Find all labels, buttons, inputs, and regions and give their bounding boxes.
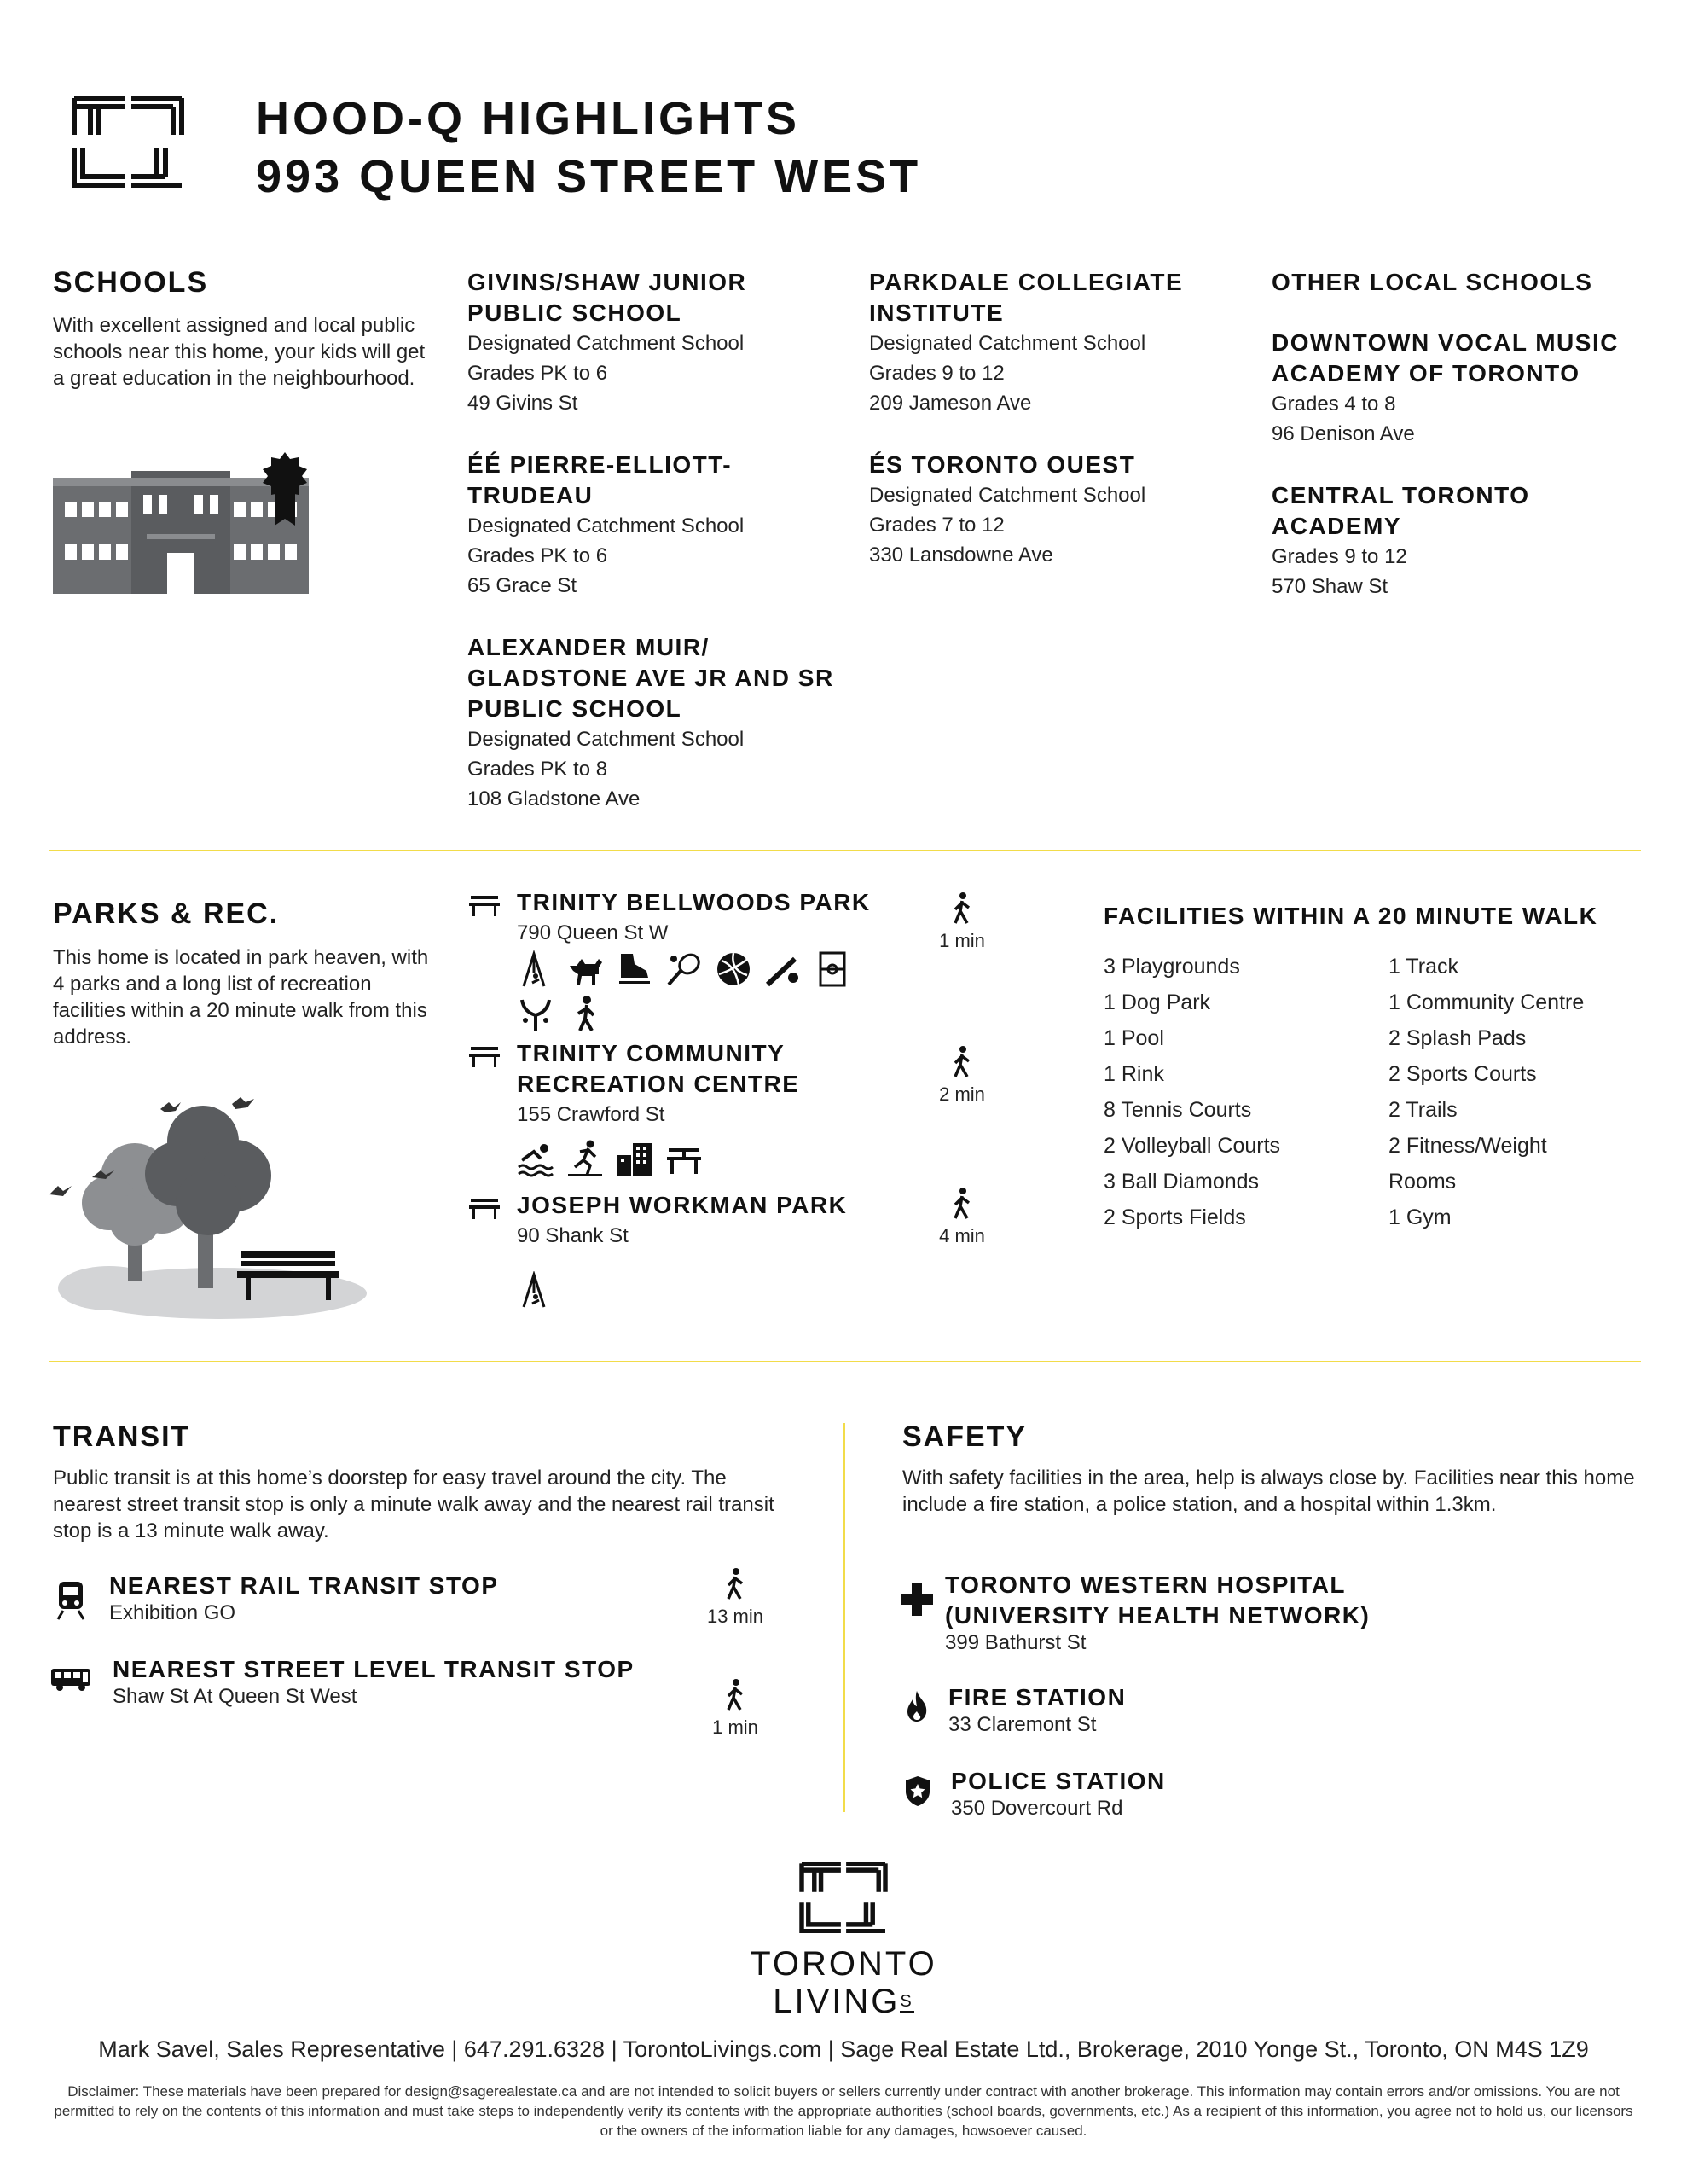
school-grades: Grades 7 to 12 bbox=[869, 514, 1005, 537]
playground-icon bbox=[517, 1271, 554, 1309]
school-building-icon bbox=[53, 452, 326, 601]
footer-contact: Mark Savel, Sales Representative | 647.291.6328 | TorontoLivings.com | Sage Real Estate Ltd., Brokerage, 2010 Yonge St., Toronto, ON M4S 1Z9 bbox=[98, 2036, 1589, 2062]
school-catchment: Designated Catchment School bbox=[467, 514, 745, 537]
parks-description: This home is located in park heaven, with 4 parks and a long list of recreation facilities within a 20 minute walk from this address. bbox=[53, 946, 429, 1048]
brand-suffix: S bbox=[900, 1992, 914, 2011]
tennis-icon bbox=[665, 950, 703, 988]
facility-item: 2 Sports Fields bbox=[1104, 1205, 1246, 1229]
park-address: 90 Shank St bbox=[517, 1224, 629, 1247]
community-centre-icon bbox=[616, 1140, 653, 1177]
park-name: JOSEPH WORKMAN PARK bbox=[517, 1192, 848, 1218]
school-address: 49 Givins St bbox=[467, 392, 578, 415]
transit-description: Public transit is at this home’s doorstep for easy travel around the city. The nearest street transit stop is only a minute walk away and the nearest rail transit stop is a 13 minute walk away. bbox=[53, 1467, 774, 1542]
safety-facility-address: 399 Bathurst St bbox=[945, 1631, 1087, 1654]
rink-skate-icon bbox=[616, 950, 653, 988]
other-local-schools-heading: OTHER LOCAL SCHOOLS bbox=[1272, 269, 1593, 295]
school-name: ÉS TORONTO OUEST bbox=[869, 451, 1136, 478]
bench-icon bbox=[665, 1140, 703, 1177]
rec-centre-amenity-icons bbox=[517, 1140, 703, 1177]
safety-facility-name-line2: (UNIVERSITY HEALTH NETWORK) bbox=[945, 1602, 1371, 1629]
safety-facility-name-line1: TORONTO WESTERN HOSPITAL bbox=[945, 1571, 1347, 1598]
school-catchment: Designated Catchment School bbox=[467, 728, 745, 751]
baseball-icon bbox=[764, 950, 802, 988]
school-address: 65 Grace St bbox=[467, 574, 577, 597]
school-address: 96 Denison Ave bbox=[1272, 422, 1415, 445]
facility-item: 2 Splash Pads bbox=[1388, 1026, 1527, 1050]
footer-logo bbox=[799, 1862, 888, 1937]
school-card-downtown-vocal-music bbox=[1272, 328, 1647, 449]
safety-title: SAFETY bbox=[902, 1420, 1028, 1453]
park-address: 155 Crawford St bbox=[517, 1103, 665, 1126]
walk-time-label: 1 min bbox=[939, 930, 985, 951]
safety-facility-name: FIRE STATION bbox=[948, 1684, 1127, 1711]
pedestrian-icon bbox=[723, 1679, 747, 1711]
facility-item: 3 Playgrounds bbox=[1104, 955, 1240, 979]
facility-item: 2 Volleyball Courts bbox=[1104, 1134, 1281, 1158]
facility-item: 1 Gym bbox=[1388, 1205, 1452, 1229]
train-icon bbox=[56, 1580, 85, 1621]
transit-item-street bbox=[113, 1655, 693, 1710]
transit-title: TRANSIT bbox=[53, 1420, 191, 1453]
park-item-trinity-community-rec bbox=[469, 1038, 913, 1130]
safety-facility-address: 350 Dovercourt Rd bbox=[951, 1797, 1123, 1820]
transit-stop-title: NEAREST STREET LEVEL TRANSIT STOP bbox=[113, 1656, 635, 1682]
facilities-title: FACILITIES WITHIN A 20 MINUTE WALK bbox=[1104, 903, 1598, 929]
bench-icon bbox=[469, 894, 500, 918]
brand-line1: TORONTO bbox=[750, 1945, 937, 1983]
playground-icon bbox=[517, 950, 554, 988]
safety-description: With safety facilities in the area, help is always close by. Facilities near this home include a fire station, a police station, and a hospital within 1.3km. bbox=[902, 1467, 1635, 1516]
bus-icon bbox=[49, 1667, 92, 1693]
school-name: GIVINS/SHAW JUNIOR PUBLIC SCHOOL bbox=[467, 269, 747, 326]
police-badge-icon bbox=[904, 1774, 931, 1807]
facility-item: 3 Ball Diamonds bbox=[1104, 1170, 1260, 1194]
school-grades: Grades PK to 8 bbox=[467, 758, 608, 781]
walk-time-label: 2 min bbox=[939, 1083, 985, 1105]
park-walk-time bbox=[911, 1188, 1013, 1247]
school-catchment: Designated Catchment School bbox=[869, 332, 1146, 355]
school-card-central-toronto-academy bbox=[1272, 480, 1579, 601]
safety-item-police bbox=[951, 1766, 1463, 1821]
school-address: 209 Jameson Ave bbox=[869, 392, 1032, 415]
volleyball-icon bbox=[715, 950, 752, 988]
school-card-alexander-muir bbox=[467, 632, 843, 814]
park-name: TRINITY COMMUNITY RECREATION CENTRE bbox=[517, 1040, 800, 1097]
bench-icon bbox=[469, 1045, 500, 1069]
page-title-line1: HOOD-Q HIGHLIGHTS bbox=[256, 93, 800, 144]
safety-facility-name: POLICE STATION bbox=[951, 1768, 1166, 1794]
school-grades: Grades PK to 6 bbox=[467, 544, 608, 567]
safety-item-fire bbox=[948, 1682, 1460, 1737]
school-address: 570 Shaw St bbox=[1272, 575, 1388, 598]
walk-time-label: 4 min bbox=[939, 1225, 985, 1246]
toronto-livings-monogram-icon bbox=[799, 1862, 888, 1933]
section-divider bbox=[49, 1361, 1641, 1362]
safety-facility-address: 33 Claremont St bbox=[948, 1713, 1097, 1736]
school-name: ALEXANDER MUIR/ GLADSTONE AVE JR AND SR PUBLIC SCHOOL bbox=[467, 634, 834, 722]
parks-title: PARKS & REC. bbox=[53, 897, 280, 930]
park-address: 790 Queen St W bbox=[517, 921, 669, 944]
dog-park-icon bbox=[566, 950, 604, 988]
facility-item: 1 Rink bbox=[1104, 1062, 1164, 1086]
transit-walk-time bbox=[684, 1568, 786, 1628]
section-divider bbox=[49, 850, 1641, 851]
brand-line2-wrap bbox=[716, 1983, 971, 2020]
pedestrian-icon bbox=[950, 892, 974, 925]
fitness-icon bbox=[566, 995, 604, 1032]
header-logo bbox=[72, 96, 184, 192]
school-address: 108 Gladstone Ave bbox=[467, 787, 641, 810]
facilities-list-right bbox=[1388, 949, 1644, 1235]
splash-pad-icon bbox=[517, 995, 554, 1032]
school-address: 330 Lansdowne Ave bbox=[869, 543, 1053, 566]
facilities-list-left bbox=[1104, 949, 1377, 1235]
transit-item-rail bbox=[109, 1571, 672, 1626]
school-name: DOWNTOWN VOCAL MUSIC ACADEMY OF TORONTO bbox=[1272, 329, 1619, 386]
hospital-cross-icon bbox=[901, 1583, 933, 1616]
facility-item: 1 Community Centre bbox=[1388, 990, 1585, 1014]
park-name: TRINITY BELLWOODS PARK bbox=[517, 889, 871, 915]
school-grades: Grades 9 to 12 bbox=[869, 362, 1005, 385]
school-name: CENTRAL TORONTO ACADEMY bbox=[1272, 482, 1530, 539]
transit-stop-name: Exhibition GO bbox=[109, 1601, 236, 1624]
school-grades: Grades 9 to 12 bbox=[1272, 545, 1407, 568]
facility-item: 2 Fitness/Weight bbox=[1388, 1134, 1547, 1158]
pedestrian-icon bbox=[723, 1568, 747, 1600]
park-amenity-icons bbox=[517, 1271, 554, 1309]
walk-time-label: 13 min bbox=[706, 1606, 764, 1627]
schools-title: SCHOOLS bbox=[53, 266, 209, 299]
school-grades: Grades 4 to 8 bbox=[1272, 392, 1396, 415]
facility-item: 2 Trails bbox=[1388, 1098, 1458, 1122]
park-trees-bench-icon bbox=[49, 1092, 374, 1327]
walk-time-label: 1 min bbox=[712, 1716, 758, 1738]
facility-item: Rooms bbox=[1388, 1170, 1457, 1194]
school-card-es-toronto-ouest bbox=[869, 450, 1227, 570]
pool-icon bbox=[517, 1140, 554, 1177]
school-catchment: Designated Catchment School bbox=[467, 332, 745, 355]
footer-disclaimer: Disclaimer: These materials have been prepared for design@sagerealestate.ca and are not intended to solicit buyers or sellers currently under contract with another brokerage. This information may contain errors and/or omissions. You are not permitted to rely on the contents of this information and must take steps to independently verify its contents with the appropriate authorities (school boards, governments, etc.) As a recipient of this information, you agree not to hold us, our licensors or the owners of the information liable for any damages, howsoever caused. bbox=[54, 2083, 1633, 2139]
facility-item: 1 Track bbox=[1388, 955, 1458, 979]
pedestrian-icon bbox=[950, 1046, 974, 1078]
pedestrian-icon bbox=[950, 1188, 974, 1220]
school-grades: Grades PK to 6 bbox=[467, 362, 608, 385]
bench-icon bbox=[469, 1197, 500, 1221]
school-card-pierre-elliott-trudeau bbox=[467, 450, 774, 601]
toronto-livings-monogram-icon bbox=[72, 96, 184, 188]
track-icon bbox=[566, 1140, 604, 1177]
school-catchment: Designated Catchment School bbox=[869, 484, 1146, 507]
fire-icon bbox=[904, 1689, 930, 1723]
page-title-line2: 993 QUEEN STREET WEST bbox=[256, 151, 922, 202]
school-name: PARKDALE COLLEGIATE INSTITUTE bbox=[869, 269, 1184, 326]
sports-field-icon bbox=[814, 950, 851, 988]
park-item-trinity-bellwoods bbox=[469, 887, 913, 948]
park-walk-time bbox=[911, 892, 1013, 952]
schools-description: With excellent assigned and local public schools near this home, your kids will get a great education in the neighbourhood. bbox=[53, 314, 426, 390]
facility-item: 8 Tennis Courts bbox=[1104, 1098, 1252, 1122]
park-walk-time bbox=[911, 1046, 1013, 1106]
facility-item: 1 Pool bbox=[1104, 1026, 1164, 1050]
column-divider bbox=[844, 1423, 845, 1812]
transit-stop-title: NEAREST RAIL TRANSIT STOP bbox=[109, 1572, 499, 1599]
transit-stop-name: Shaw St At Queen St West bbox=[113, 1685, 357, 1708]
safety-item-hospital bbox=[945, 1570, 1627, 1655]
footer-brand-wordmark bbox=[716, 1945, 971, 2020]
school-card-givins-shaw bbox=[467, 267, 834, 418]
park-item-joseph-workman bbox=[469, 1190, 913, 1251]
park-amenity-icons bbox=[517, 950, 875, 1032]
brand-line2: LIVING bbox=[773, 1983, 901, 2020]
facility-item: 1 Dog Park bbox=[1104, 990, 1211, 1014]
transit-walk-time bbox=[684, 1679, 786, 1739]
school-name: ÉÉ PIERRE-ELLIOTT-TRUDEAU bbox=[467, 451, 733, 508]
school-card-parkdale-collegiate bbox=[869, 267, 1227, 418]
facility-item: 2 Sports Courts bbox=[1388, 1062, 1537, 1086]
